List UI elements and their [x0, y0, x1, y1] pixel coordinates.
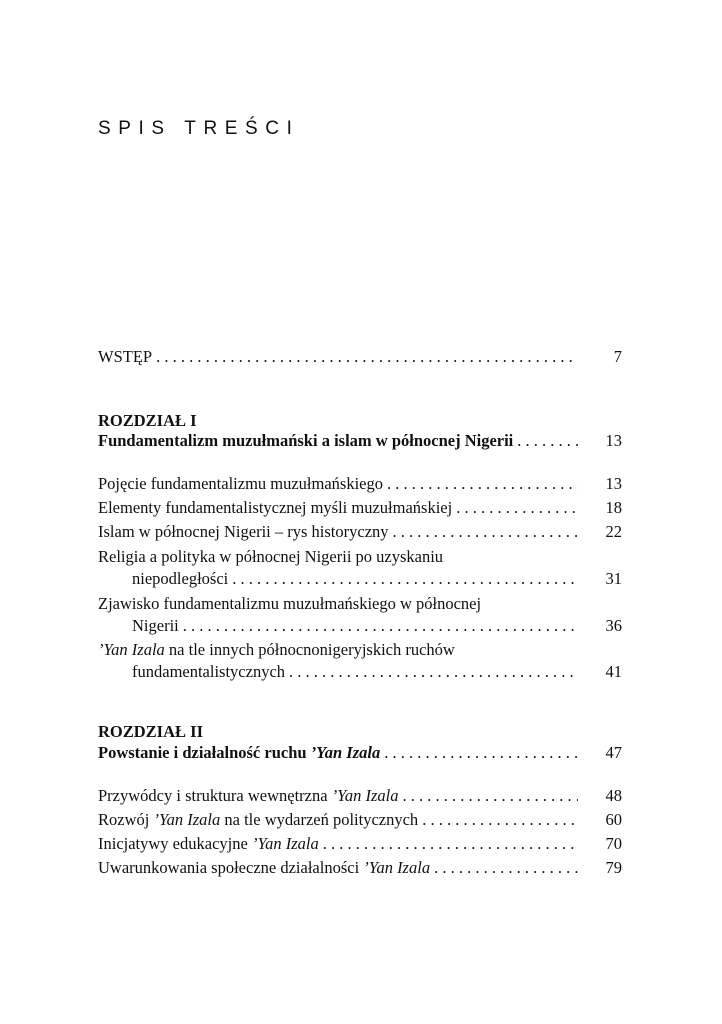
- chapter-1-heading: ROZDZIAŁ I: [98, 411, 197, 430]
- toc-entry-label: Nigerii: [132, 616, 179, 635]
- toc-entry-label: Islam w północnej Nigerii – rys historyczny: [98, 522, 389, 541]
- toc-entry-label: [98, 784, 398, 808]
- toc-entry[interactable]: [98, 614, 622, 638]
- toc-entry[interactable]: [98, 567, 622, 591]
- toc-page-number: 18: [605, 498, 622, 517]
- toc-entry-line1: Zjawisko fundamentalizmu muzułmańskiego w północnej: [98, 594, 482, 613]
- toc-entry-text: na tle innych północnonigeryjskich ruchów: [164, 640, 455, 659]
- toc-page-number: 36: [605, 616, 622, 635]
- toc-page-number: 47: [605, 743, 622, 762]
- dot-leader: [183, 614, 578, 638]
- toc-entry-text: Przywódcy i struktura wewnętrzna: [98, 786, 332, 805]
- dot-leader: [323, 832, 578, 856]
- toc-page-number: 31: [605, 569, 622, 588]
- toc-entry-text: na tle wydarzeń politycznych: [220, 810, 419, 829]
- toc-entry-label: Pojęcie fundamentalizmu muzułmańskiego: [98, 474, 384, 493]
- dot-leader: [517, 429, 578, 453]
- dot-leader: [387, 472, 578, 496]
- toc-entry[interactable]: [98, 856, 622, 880]
- toc-entry[interactable]: [98, 660, 622, 684]
- chapter-2-title-entry[interactable]: [98, 741, 622, 765]
- toc-entry-label: niepodległości: [132, 569, 229, 588]
- toc-entry-label: fundamentalistycznych: [132, 662, 286, 681]
- dot-leader: [232, 567, 578, 591]
- movement-name: ’Yan Izala: [98, 640, 165, 659]
- toc-page-number: 48: [605, 786, 622, 805]
- toc-entry[interactable]: [98, 496, 622, 520]
- toc-entry[interactable]: [98, 832, 622, 856]
- toc-entry-label: Elementy fundamentalistycznej myśli muzułmańskiej: [98, 498, 453, 517]
- toc-page-number: 22: [605, 522, 622, 541]
- toc-page-number: 79: [605, 858, 622, 877]
- toc-entry[interactable]: [98, 520, 622, 544]
- page-title: SPIS TREŚCI: [98, 118, 300, 139]
- toc-entry-line1: [98, 638, 455, 662]
- chapter-1-title-entry[interactable]: [98, 429, 622, 453]
- dot-leader: [289, 660, 578, 684]
- toc-entry-line1: Religia a polityka w północnej Nigerii po uzyskaniu: [98, 547, 444, 566]
- movement-name: ’Yan Izala: [331, 786, 399, 805]
- toc-entry-label: [98, 832, 319, 856]
- chapter-1-title: Fundamentalizm muzułmański a islam w północnej Nigerii: [98, 431, 514, 450]
- toc-entry-label: [98, 856, 430, 880]
- toc-entry[interactable]: [98, 472, 622, 496]
- movement-name: ’Yan Izala: [251, 834, 319, 853]
- toc-entry[interactable]: [98, 784, 622, 808]
- toc-page-number: 41: [605, 662, 622, 681]
- toc-page-number: 60: [605, 810, 622, 829]
- movement-name: ’Yan Izala: [310, 743, 381, 762]
- movement-name: ’Yan Izala: [153, 810, 221, 829]
- chapter-2-heading: ROZDZIAŁ II: [98, 722, 203, 741]
- toc-entry[interactable]: [98, 808, 622, 832]
- toc-page-number: 13: [605, 474, 622, 493]
- movement-name: ’Yan Izala: [363, 858, 431, 877]
- toc-page-number: 7: [613, 347, 622, 366]
- dot-leader: [156, 345, 578, 369]
- toc-page-number: 70: [605, 834, 622, 853]
- toc-entry-label: [98, 808, 418, 832]
- chapter-2-title: [98, 741, 380, 765]
- toc-entry-label: WSTĘP: [98, 347, 153, 366]
- toc-entry-text: Inicjatywy edukacyjne: [98, 834, 252, 853]
- dot-leader: [422, 808, 578, 832]
- toc-entry-wstep[interactable]: [98, 345, 622, 369]
- toc-entry-text: Rozwój: [98, 810, 154, 829]
- toc-page-number: 13: [605, 431, 622, 450]
- chapter-2-title-text: Powstanie i działalność ruchu: [98, 743, 311, 762]
- dot-leader: [456, 496, 578, 520]
- dot-leader: [434, 856, 578, 880]
- dot-leader: [393, 520, 578, 544]
- dot-leader: [402, 784, 578, 808]
- dot-leader: [384, 741, 578, 765]
- toc-entry-text: Uwarunkowania społeczne działalności: [98, 858, 364, 877]
